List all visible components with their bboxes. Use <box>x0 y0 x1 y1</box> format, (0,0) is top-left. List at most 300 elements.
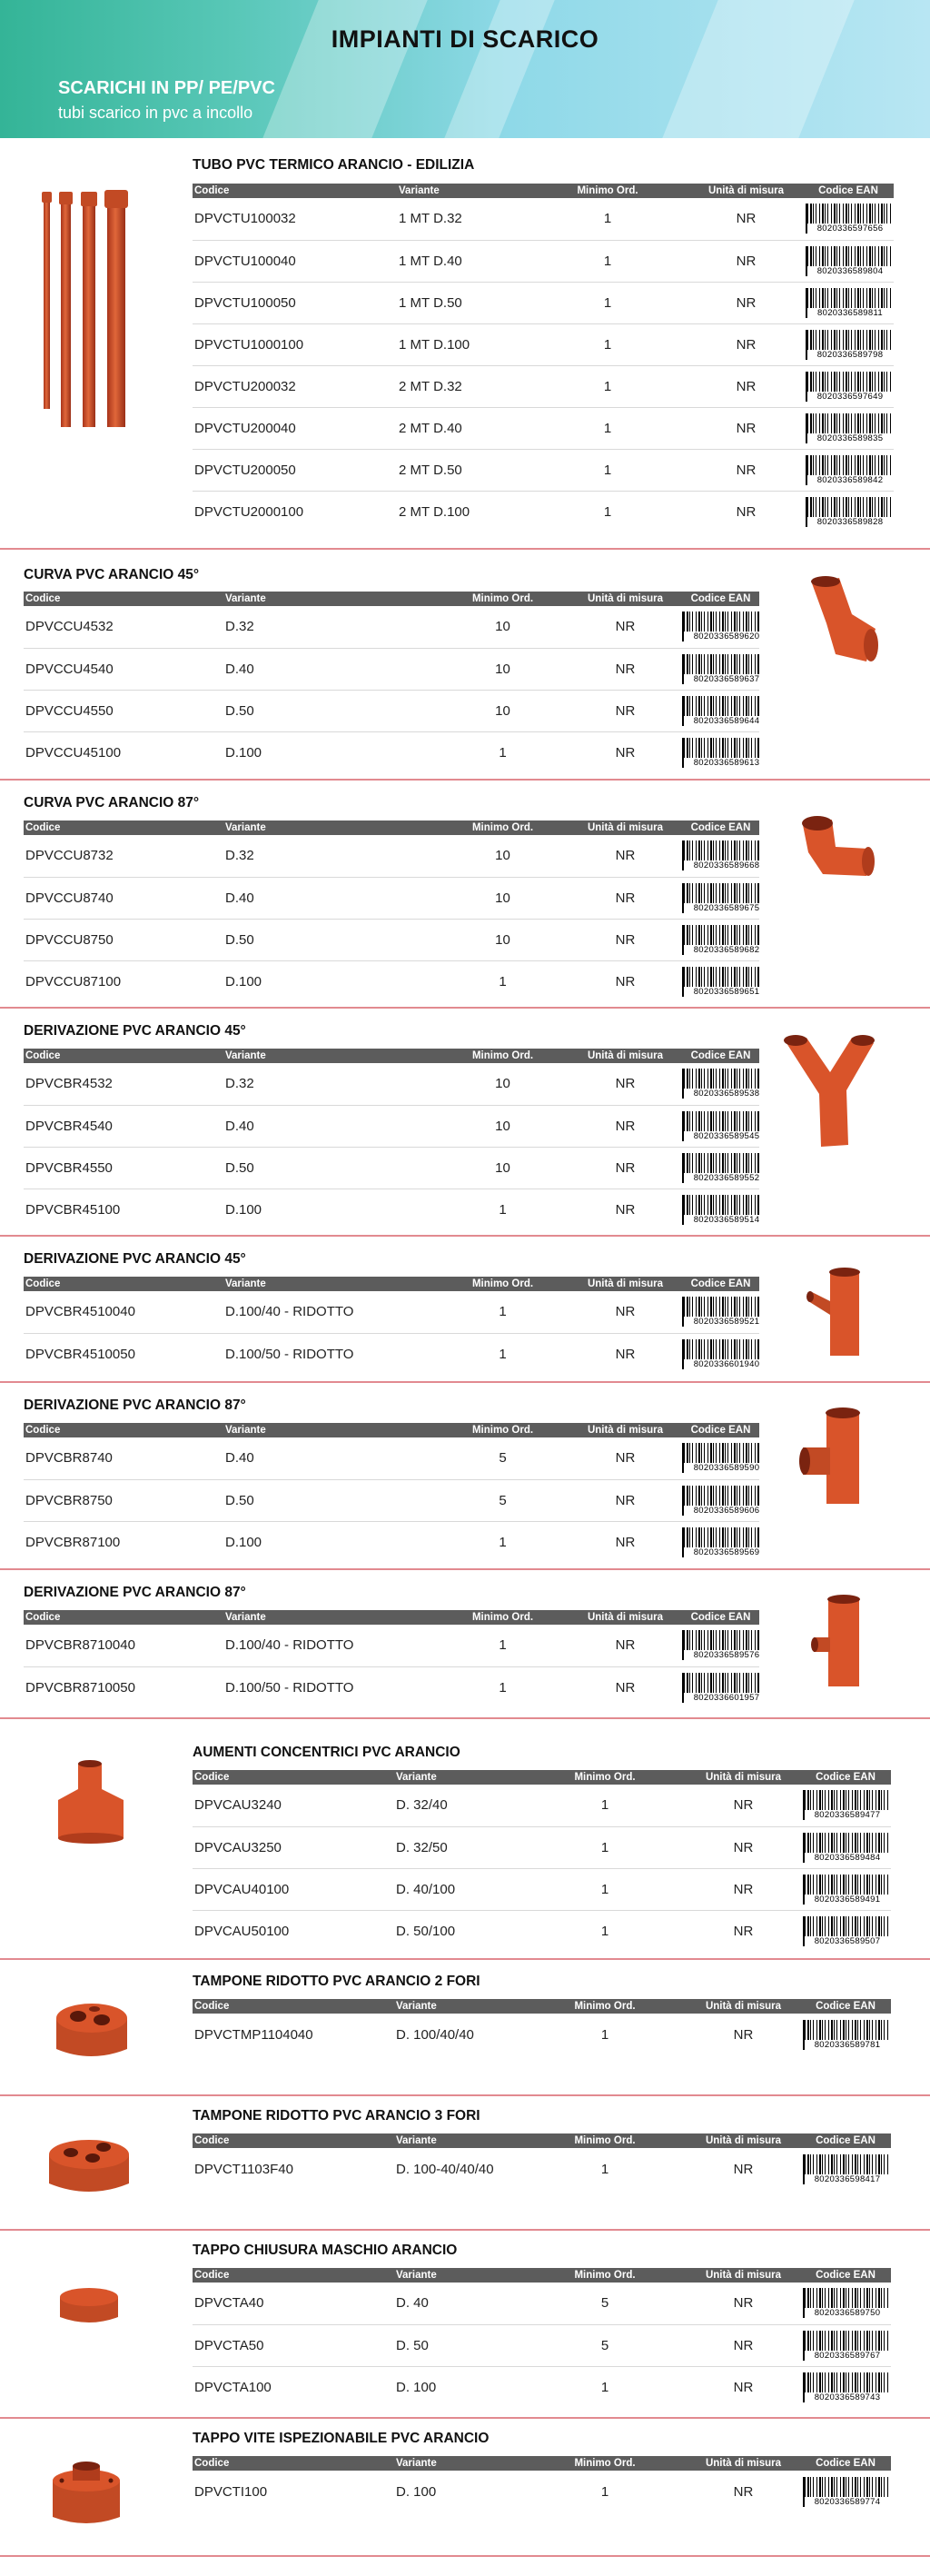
product-variant: D.100/40 - RIDOTTO <box>223 1291 437 1333</box>
product-variant: D. 100/40/40 <box>396 2026 474 2043</box>
ean-number: 8020336598417 <box>803 2174 888 2184</box>
product-variant: 2 MT D.32 <box>397 365 526 407</box>
barcode-bars <box>682 1486 759 1506</box>
product-code: DPVCTU2000100 <box>194 503 304 520</box>
barcode-bars <box>682 1111 759 1131</box>
table-row <box>193 2014 891 2055</box>
barcode-bars <box>682 925 759 945</box>
table-row <box>193 282 894 323</box>
minimum-order: 5 <box>437 1479 569 1521</box>
barcode <box>803 1916 888 1946</box>
column-header: Codice EAN <box>800 2268 891 2283</box>
unit-of-measure: NR <box>733 1923 754 1939</box>
unit-of-measure: NR <box>689 323 803 365</box>
table-header-row <box>193 184 894 198</box>
table-row <box>193 198 894 240</box>
barcode <box>806 455 891 485</box>
barcode <box>682 840 759 870</box>
minimum-order: 1 <box>437 1291 569 1333</box>
barcode-bars <box>806 455 891 475</box>
column-header: Variante <box>394 2133 523 2148</box>
table-header-row <box>24 1277 759 1291</box>
ean-cell <box>800 1826 891 1868</box>
product-code: DPVCAU50100 <box>194 1923 290 1939</box>
column-header: Codice <box>24 821 223 835</box>
ean-cell <box>682 1437 759 1479</box>
table-row <box>24 648 759 690</box>
product-code: DPVCBR4550 <box>24 1147 223 1189</box>
column-header: Minimo Ord. <box>523 2268 687 2283</box>
barcode-bars <box>682 738 759 758</box>
elbow-87-image <box>796 807 877 889</box>
column-header: Codice EAN <box>800 2133 891 2148</box>
section-divider <box>0 548 930 550</box>
barcode-bars <box>803 2288 888 2308</box>
table-header-row <box>193 1999 891 2014</box>
minimum-order: 1 <box>499 744 507 761</box>
table-header-row <box>24 1610 759 1625</box>
minimum-order: 1 <box>499 1679 507 1696</box>
product-variant: D.32 <box>223 606 437 648</box>
product-variant: 1 MT D.50 <box>397 282 526 323</box>
table-header-row <box>193 2133 891 2148</box>
product-variant: D.100/50 - RIDOTTO <box>225 1679 354 1696</box>
unit-of-measure: NR <box>569 690 682 731</box>
product-code: DPVCTA40 <box>193 2283 394 2324</box>
section-divider <box>0 1568 930 1570</box>
product-code: DPVCBR4510040 <box>24 1291 223 1333</box>
column-header: Minimo Ord. <box>437 1277 569 1291</box>
column-header: Codice EAN <box>682 821 759 835</box>
product-variant: D.40 <box>223 1105 437 1147</box>
barcode-bars <box>803 1916 888 1936</box>
table-row <box>193 2324 891 2366</box>
product-table <box>24 1049 759 1230</box>
ean-cell <box>800 1910 891 1952</box>
ean-cell <box>803 240 894 282</box>
product-code: DPVCBR4510050 <box>25 1346 135 1362</box>
product-code: DPVCTU200040 <box>193 407 397 449</box>
product-title: TUBO PVC TERMICO ARANCIO - EDILIZIA <box>193 157 475 173</box>
column-header: Codice <box>24 1277 223 1291</box>
ean-number: 8020336589507 <box>803 1936 888 1946</box>
column-header: Unità di misura <box>687 2456 800 2471</box>
ean-number: 8020336589606 <box>682 1506 759 1516</box>
product-variant: D.40 <box>223 648 437 690</box>
barcode <box>682 738 759 768</box>
ean-number: 8020336589484 <box>803 1853 888 1863</box>
product-code: DPVCCU4550 <box>24 690 223 731</box>
table-row <box>24 1666 759 1708</box>
barcode <box>682 1443 759 1473</box>
ean-number: 8020336589477 <box>803 1810 888 1820</box>
ean-cell <box>682 1291 759 1333</box>
column-header: Unità di misura <box>569 592 682 606</box>
ean-cell <box>682 1189 759 1230</box>
barcode <box>803 2331 888 2361</box>
column-header: Codice EAN <box>682 592 759 606</box>
product-title: TAPPO VITE ISPEZIONABILE PVC ARANCIO <box>193 2431 490 2446</box>
table-row <box>193 1785 891 1826</box>
ean-cell <box>803 198 894 240</box>
product-variant: D.50 <box>223 1147 437 1189</box>
ean-cell <box>803 407 894 449</box>
unit-of-measure: NR <box>569 835 682 877</box>
branch-87-image <box>796 1404 877 1508</box>
table-row <box>193 407 894 449</box>
ean-number: 8020336589590 <box>682 1463 759 1473</box>
three-hole-plug-image <box>44 2131 134 2203</box>
ean-cell <box>682 1105 759 1147</box>
product-table <box>24 1277 759 1375</box>
section-divider <box>0 2229 930 2231</box>
section-subtitle: SCARICHI IN PP/ PE/PVC <box>58 78 275 98</box>
minimum-order: 1 <box>526 282 689 323</box>
unit-of-measure: NR <box>687 1785 800 1826</box>
column-header: Codice <box>193 2133 394 2148</box>
column-header: Codice EAN <box>803 184 894 198</box>
product-code: DPVCBR4532 <box>24 1063 223 1105</box>
product-variant: D.32 <box>223 1063 437 1105</box>
section-tagline: tubi scarico in pvc a incollo <box>58 104 253 122</box>
column-header: Codice EAN <box>682 1049 759 1063</box>
barcode <box>806 372 891 402</box>
minimum-order: 10 <box>437 877 569 919</box>
ean-cell <box>803 491 894 532</box>
column-header: Codice <box>193 2268 394 2283</box>
unit-of-measure: NR <box>569 606 682 648</box>
product-title: DERIVAZIONE PVC ARANCIO 87° <box>24 1585 246 1600</box>
table-row <box>24 960 759 1002</box>
column-header: Unità di misura <box>569 1049 682 1063</box>
minimum-order: 1 <box>600 2483 609 2500</box>
column-header: Unità di misura <box>687 2133 800 2148</box>
product-code: DPVCCU4540 <box>24 648 223 690</box>
ean-cell <box>800 1868 891 1910</box>
ean-cell <box>682 1666 759 1708</box>
product-variant: D.50 <box>223 1479 437 1521</box>
minimum-order: 1 <box>603 503 612 520</box>
product-code: DPVCAU40100 <box>193 1868 394 1910</box>
barcode-bars <box>682 1339 759 1359</box>
table-row <box>24 690 759 731</box>
column-header: Codice <box>24 1610 223 1625</box>
column-header: Unità di misura <box>687 2268 800 2283</box>
table-row <box>24 1147 759 1189</box>
minimum-order: 1 <box>526 449 689 491</box>
column-header: Variante <box>394 2268 523 2283</box>
barcode-bars <box>682 883 759 903</box>
ean-cell <box>803 282 894 323</box>
product-title: AUMENTI CONCENTRICI PVC ARANCIO <box>193 1745 460 1760</box>
barcode <box>803 2477 888 2507</box>
barcode <box>803 2288 888 2318</box>
table-row <box>193 2366 891 2408</box>
ean-cell <box>682 648 759 690</box>
table-row <box>24 606 759 648</box>
section-divider <box>0 2417 930 2419</box>
column-header: Variante <box>223 1423 437 1437</box>
barcode <box>803 2020 888 2050</box>
column-header: Codice <box>193 2456 394 2471</box>
unit-of-measure: NR <box>615 1346 636 1362</box>
product-table <box>24 592 759 773</box>
column-header: Codice EAN <box>800 1770 891 1785</box>
product-code: DPVCTA100 <box>194 2379 272 2395</box>
barcode-bars <box>682 1297 759 1317</box>
table-row <box>24 1333 759 1375</box>
unit-of-measure: NR <box>733 2026 754 2043</box>
product-code: DPVCBR8740 <box>24 1437 223 1479</box>
reduced-branch-87-image <box>803 1592 876 1692</box>
barcode-bars <box>803 2154 888 2174</box>
product-code: DPVCTU200050 <box>193 449 397 491</box>
product-variant: D.50 <box>223 919 437 960</box>
ean-number: 8020336589521 <box>682 1317 759 1327</box>
ean-number: 8020336589750 <box>803 2308 888 2318</box>
barcode-bars <box>682 1069 759 1089</box>
column-header: Codice EAN <box>800 2456 891 2471</box>
unit-of-measure: NR <box>569 877 682 919</box>
ean-cell <box>803 449 894 491</box>
unit-of-measure: NR <box>569 1625 682 1666</box>
barcode <box>682 1486 759 1516</box>
product-code: DPVCCU8740 <box>24 877 223 919</box>
column-header: Variante <box>394 1999 523 2014</box>
section-divider <box>0 2094 930 2096</box>
ean-number: 8020336589620 <box>682 632 759 642</box>
ean-number: 8020336597656 <box>806 224 891 234</box>
ean-number: 8020336589576 <box>682 1650 759 1660</box>
column-header: Variante <box>223 1277 437 1291</box>
unit-of-measure: NR <box>615 744 636 761</box>
product-variant: D. 40 <box>394 2283 523 2324</box>
product-variant: D. 32/40 <box>394 1785 523 1826</box>
column-header: Codice EAN <box>682 1277 759 1291</box>
product-title: CURVA PVC ARANCIO 87° <box>24 795 200 811</box>
minimum-order: 5 <box>437 1437 569 1479</box>
column-header: Variante <box>394 1770 523 1785</box>
ean-cell <box>800 2014 891 2055</box>
unit-of-measure: NR <box>736 503 757 520</box>
column-header: Minimo Ord. <box>523 2456 687 2471</box>
ean-number: 8020336589675 <box>682 903 759 913</box>
unit-of-measure: NR <box>689 198 803 240</box>
ean-number: 8020336589781 <box>803 2040 888 2050</box>
table-row <box>24 877 759 919</box>
barcode-bars <box>806 246 891 266</box>
barcode-bars <box>806 288 891 308</box>
ean-cell <box>803 323 894 365</box>
ean-cell <box>682 835 759 877</box>
minimum-order: 1 <box>600 1923 609 1939</box>
table-row <box>24 1189 759 1230</box>
barcode <box>682 1069 759 1099</box>
pvc-pipes-image <box>36 186 136 432</box>
table-row <box>193 1910 891 1952</box>
minimum-order: 10 <box>437 1105 569 1147</box>
table-row <box>24 1105 759 1147</box>
ean-cell <box>682 1147 759 1189</box>
product-variant: D.100 <box>225 973 262 990</box>
product-variant: D. 100-40/40/40 <box>396 2161 494 2177</box>
barcode <box>682 1111 759 1141</box>
ean-number: 8020336589538 <box>682 1089 759 1099</box>
column-header: Unità di misura <box>687 1999 800 2014</box>
product-code: DPVCBR8750 <box>24 1479 223 1521</box>
table-header-row <box>24 592 759 606</box>
product-variant: 1 MT D.100 <box>397 323 526 365</box>
product-variant: D. 100 <box>396 2483 437 2500</box>
minimum-order: 1 <box>526 407 689 449</box>
table-row <box>193 1826 891 1868</box>
product-variant: 1 MT D.40 <box>397 240 526 282</box>
product-table <box>193 2456 891 2512</box>
ean-number: 8020336589644 <box>682 716 759 726</box>
product-code: DPVCCU8732 <box>24 835 223 877</box>
column-header: Minimo Ord. <box>523 1999 687 2014</box>
minimum-order: 10 <box>437 690 569 731</box>
ean-cell <box>682 1333 759 1375</box>
barcode-bars <box>682 1195 759 1215</box>
column-header: Unità di misura <box>569 1610 682 1625</box>
product-table <box>24 1610 759 1708</box>
barcode <box>682 1673 759 1703</box>
ean-number: 8020336597649 <box>806 392 891 402</box>
unit-of-measure: NR <box>689 282 803 323</box>
column-header: Minimo Ord. <box>523 1770 687 1785</box>
ean-number: 8020336589828 <box>806 517 891 527</box>
product-variant: D.100 <box>225 744 262 761</box>
minimum-order: 10 <box>437 648 569 690</box>
unit-of-measure: NR <box>687 1868 800 1910</box>
minimum-order: 1 <box>526 365 689 407</box>
unit-of-measure: NR <box>615 1534 636 1550</box>
ean-cell <box>800 1785 891 1826</box>
product-table <box>193 1999 891 2055</box>
unit-of-measure: NR <box>569 1437 682 1479</box>
barcode-bars <box>682 840 759 860</box>
unit-of-measure: NR <box>615 973 636 990</box>
minimum-order: 1 <box>523 1785 687 1826</box>
ean-number: 8020336589637 <box>682 674 759 684</box>
branch-45-image <box>779 1027 884 1149</box>
product-variant: 1 MT D.32 <box>397 198 526 240</box>
barcode <box>806 330 891 360</box>
table-row <box>24 1625 759 1666</box>
column-header: Minimo Ord. <box>437 1049 569 1063</box>
minimum-order: 10 <box>437 919 569 960</box>
barcode-bars <box>803 1790 888 1810</box>
ean-number: 8020336589842 <box>806 475 891 485</box>
barcode-bars <box>803 1833 888 1853</box>
ean-cell <box>800 2283 891 2324</box>
column-header: Minimo Ord. <box>437 1610 569 1625</box>
unit-of-measure: NR <box>569 1105 682 1147</box>
unit-of-measure: NR <box>569 919 682 960</box>
table-row <box>24 1291 759 1333</box>
column-header: Minimo Ord. <box>437 592 569 606</box>
product-table <box>193 1770 891 1952</box>
product-table <box>193 2268 891 2408</box>
product-code: DPVCTU100050 <box>193 282 397 323</box>
product-title: DERIVAZIONE PVC ARANCIO 45° <box>24 1023 246 1039</box>
ean-number: 8020336589545 <box>682 1131 759 1141</box>
barcode-bars <box>803 2372 888 2392</box>
column-header: Minimo Ord. <box>526 184 689 198</box>
ean-cell <box>800 2148 891 2190</box>
minimum-order: 10 <box>437 1063 569 1105</box>
minimum-order: 10 <box>437 835 569 877</box>
table-row <box>193 491 894 532</box>
ean-cell <box>682 960 759 1002</box>
column-header: Unità di misura <box>689 184 803 198</box>
ean-number: 8020336589774 <box>803 2497 888 2507</box>
unit-of-measure: NR <box>569 648 682 690</box>
minimum-order: 1 <box>499 973 507 990</box>
barcode-bars <box>803 2331 888 2351</box>
ean-cell <box>682 919 759 960</box>
product-table <box>24 821 759 1002</box>
ean-cell <box>682 606 759 648</box>
barcode <box>803 1790 888 1820</box>
product-title: TAPPO CHIUSURA MASCHIO ARANCIO <box>193 2243 458 2258</box>
barcode <box>803 1875 888 1905</box>
unit-of-measure: NR <box>733 2483 754 2500</box>
barcode <box>682 696 759 726</box>
unit-of-measure: NR <box>569 1479 682 1521</box>
table-row <box>193 2471 891 2512</box>
product-code: DPVCBR8710040 <box>24 1625 223 1666</box>
unit-of-measure: NR <box>569 1063 682 1105</box>
product-code: DPVCBR4540 <box>24 1105 223 1147</box>
unit-of-measure: NR <box>733 2379 754 2395</box>
product-code: DPVCBR87100 <box>25 1534 121 1550</box>
unit-of-measure: NR <box>687 2324 800 2366</box>
table-header-row <box>24 1423 759 1437</box>
barcode <box>682 883 759 913</box>
product-code: DPVCCU87100 <box>25 973 122 990</box>
product-variant: D.100/40 - RIDOTTO <box>223 1625 437 1666</box>
ean-number: 8020336589491 <box>803 1895 888 1905</box>
product-code: DPVCTU100032 <box>193 198 397 240</box>
ean-number: 8020336589569 <box>682 1547 759 1557</box>
product-code: DPVCTU200032 <box>193 365 397 407</box>
barcode <box>682 1630 759 1660</box>
table-row <box>193 2148 891 2190</box>
ean-number: 8020336589682 <box>682 945 759 955</box>
ean-cell <box>682 731 759 773</box>
unit-of-measure: NR <box>689 365 803 407</box>
column-header: Variante <box>223 821 437 835</box>
product-title: CURVA PVC ARANCIO 45° <box>24 567 200 582</box>
table-row <box>24 1437 759 1479</box>
barcode-bars <box>682 1673 759 1693</box>
unit-of-measure: NR <box>569 1291 682 1333</box>
column-header: Variante <box>394 2456 523 2471</box>
product-title: TAMPONE RIDOTTO PVC ARANCIO 3 FORI <box>193 2108 480 2123</box>
barcode <box>803 1833 888 1863</box>
table-header-row <box>193 2456 891 2471</box>
product-code: DPVCCU8750 <box>24 919 223 960</box>
barcode-bars <box>806 497 891 517</box>
barcode <box>682 1195 759 1225</box>
barcode <box>682 612 759 642</box>
table-row <box>193 1868 891 1910</box>
product-code: DPVCCU4532 <box>24 606 223 648</box>
barcode-bars <box>803 1875 888 1895</box>
product-table <box>193 2133 891 2190</box>
